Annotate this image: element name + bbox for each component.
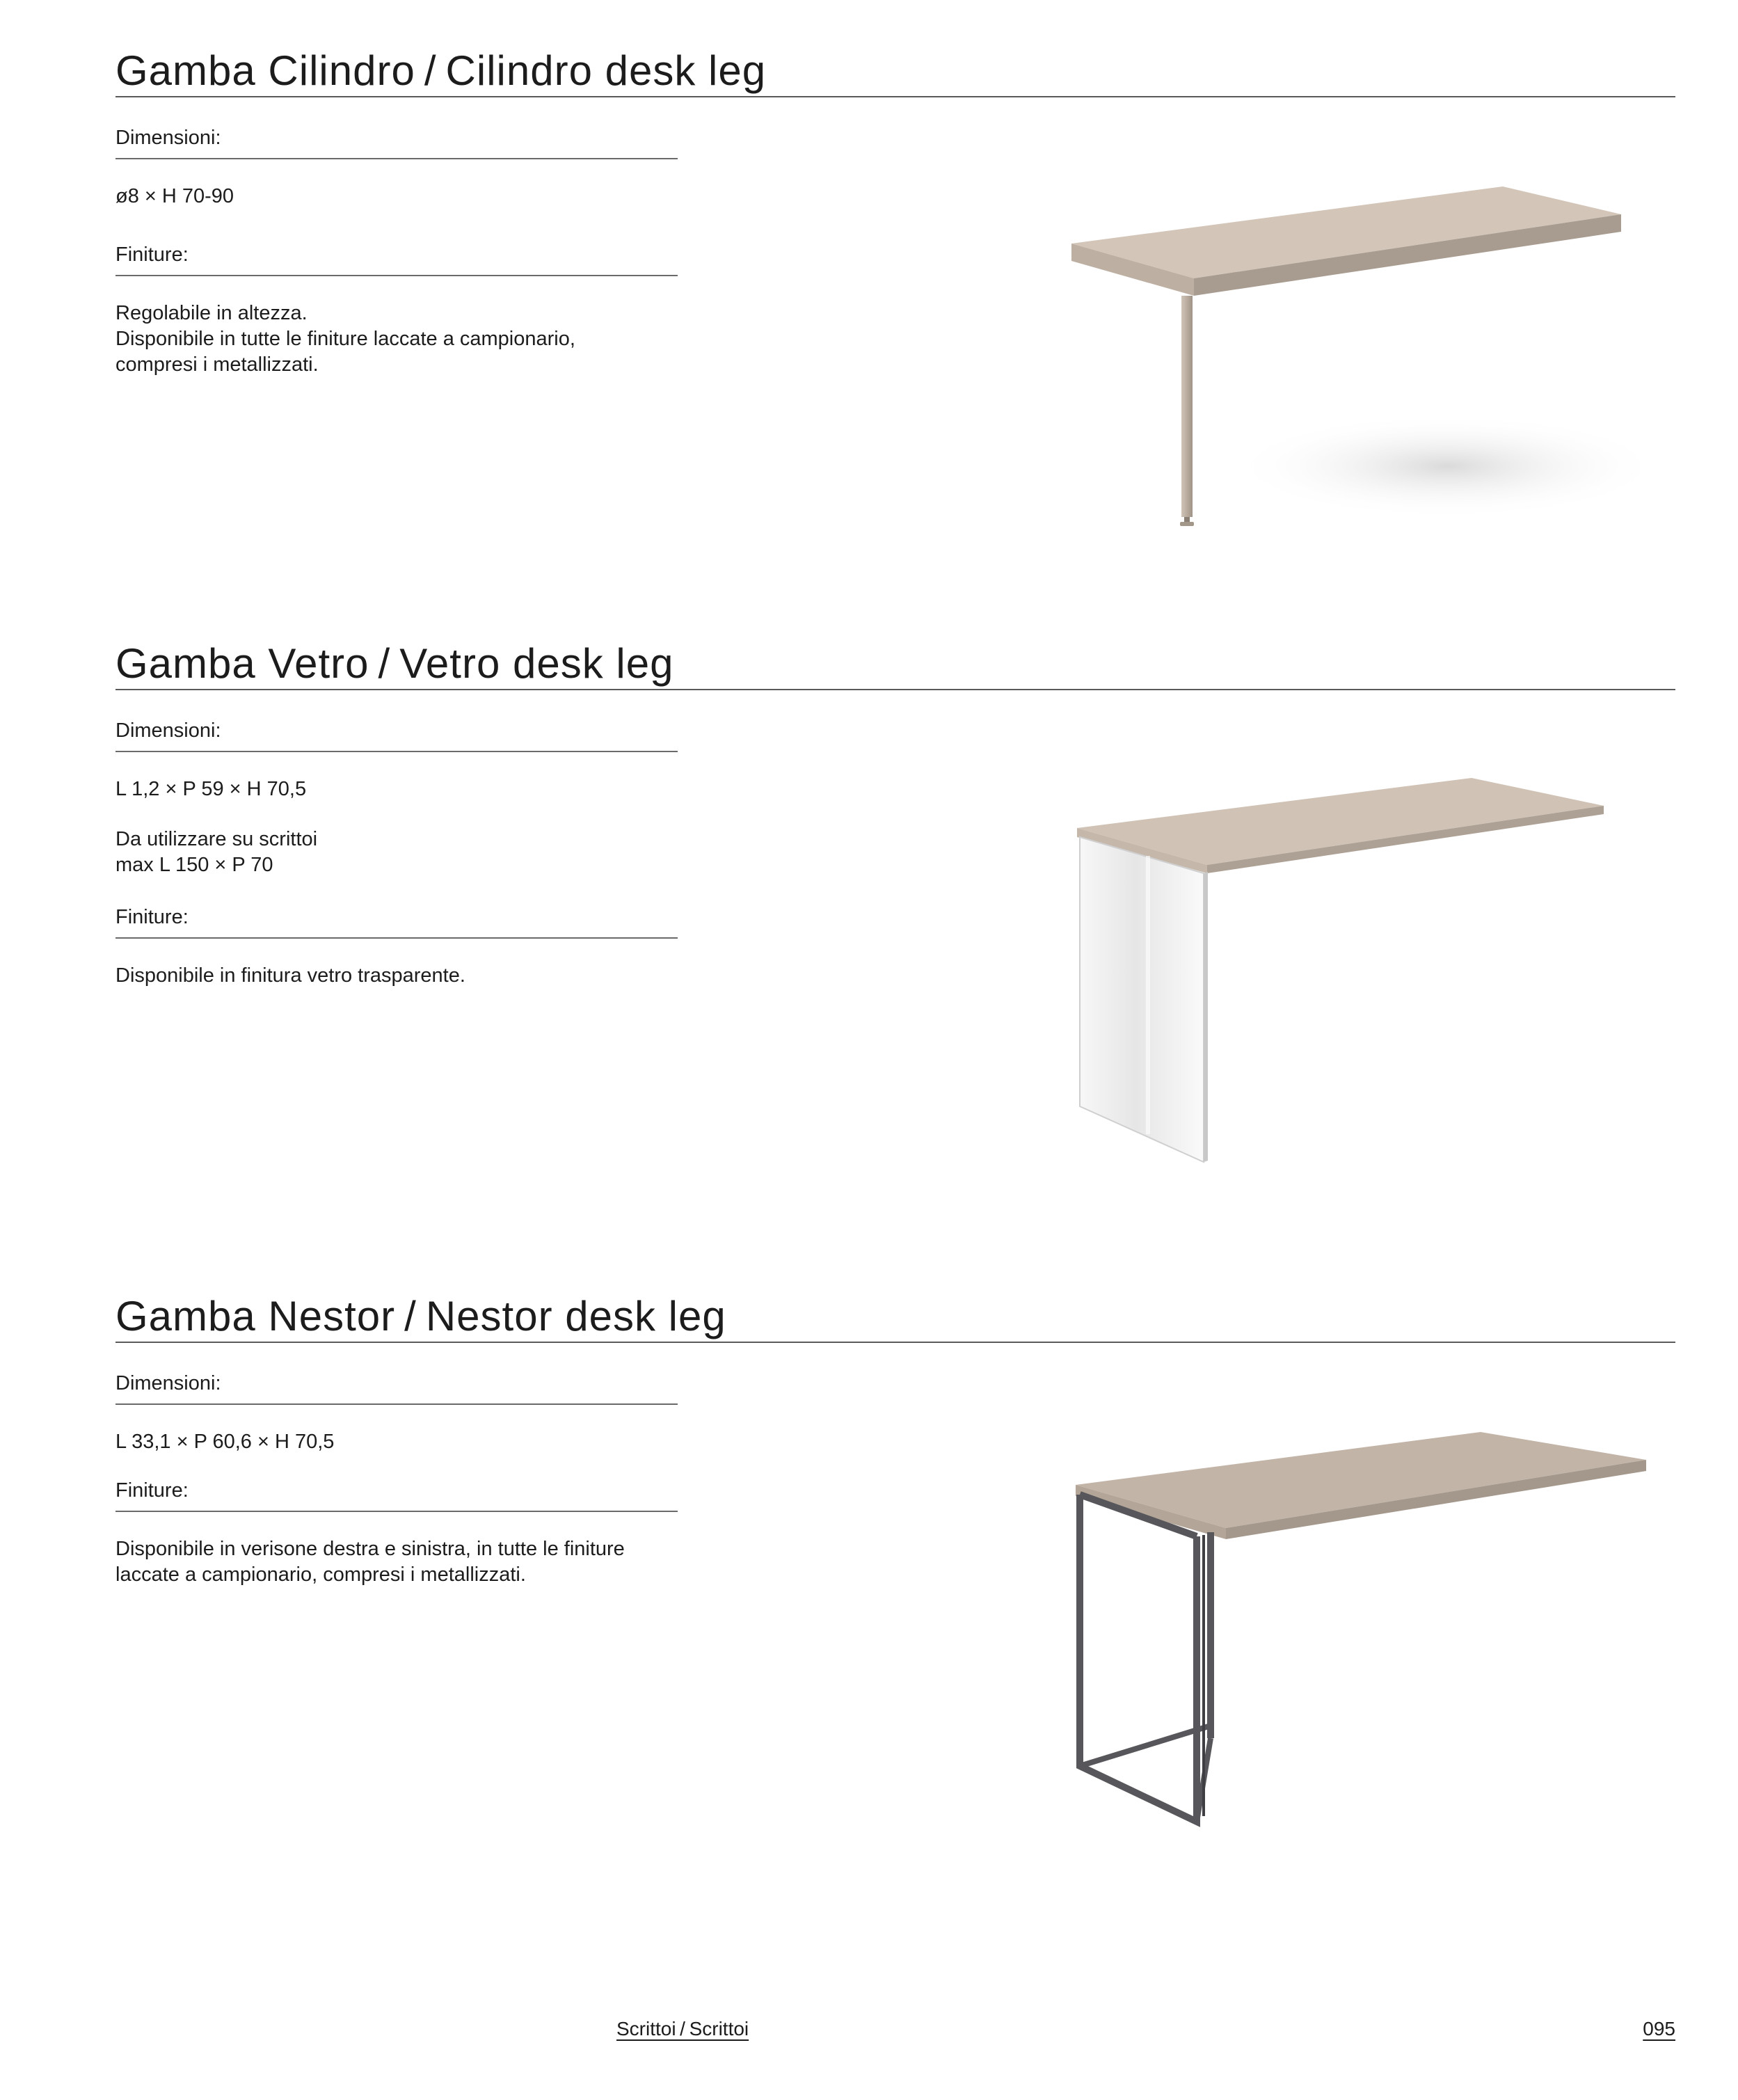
finishes-line: Regolabile in altezza. (115, 302, 308, 324)
finishes-label: Finiture: (115, 1479, 678, 1512)
finishes-line: compresi i metallizzati. (115, 353, 319, 376)
dimensions-label: Dimensioni: (115, 719, 678, 752)
finishes-line: Disponibile in finitura vetro trasparente. (115, 964, 465, 987)
cilindro-desk-image (1058, 174, 1670, 550)
nestor-desk-image (1065, 1426, 1656, 1830)
finishes-label: Finiture: (115, 244, 678, 276)
section-nestor (115, 1293, 1675, 1586)
footer-section-link[interactable]: Scrittoi / Scrittoi (616, 2018, 749, 2039)
finishes-line: laccate a campionario, compresi i metallizzati. (115, 1564, 526, 1586)
section-vetro (115, 640, 1675, 987)
usage-note-line: max L 150 × P 70 (115, 854, 273, 876)
usage-note (115, 827, 686, 878)
dimensions-label: Dimensioni: (115, 127, 678, 159)
finishes-text (115, 301, 686, 378)
section-title: Gamba Vetro / Vetro desk leg (115, 643, 1675, 690)
finishes-line: Disponibile in tutte le finiture laccate a campionario, (115, 328, 575, 350)
dimensions-value: L 1,2 × P 59 × H 70,5 (115, 778, 307, 800)
section-cilindro (115, 47, 1675, 376)
page-number: 095 (1643, 2018, 1675, 2039)
vetro-desk-image (1065, 772, 1621, 1169)
finishes-label: Finiture: (115, 906, 678, 939)
dimensions-label: Dimensioni: (115, 1372, 678, 1405)
dimensions-value: L 33,1 × P 60,6 × H 70,5 (115, 1431, 335, 1453)
section-title: Gamba Nestor / Nestor desk leg (115, 1296, 1675, 1343)
usage-note-line: Da utilizzare su scrittoi (115, 828, 318, 850)
section-title: Gamba Cilindro / Cilindro desk leg (115, 50, 1675, 97)
dimensions-value: ø8 × H 70-90 (115, 185, 234, 207)
finishes-line: Disponibile in verisone destra e sinistra, in tutte le finiture (115, 1538, 625, 1560)
finishes-text (115, 1536, 686, 1588)
finishes-text (115, 963, 686, 989)
